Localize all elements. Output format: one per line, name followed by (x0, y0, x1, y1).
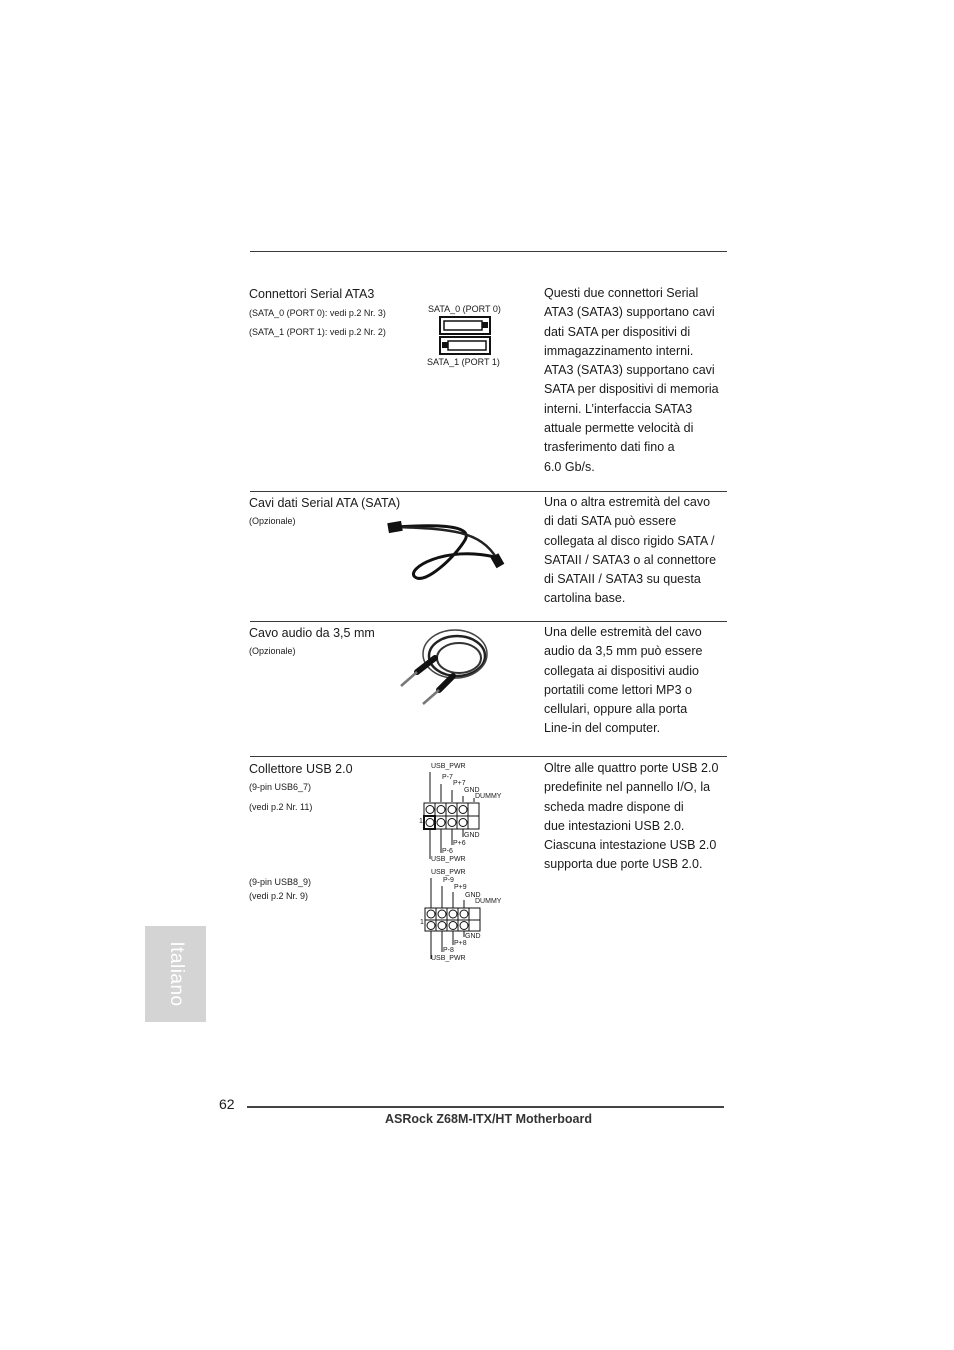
usb2-pminus-bottom: P-8 (443, 947, 454, 954)
usb-header-icon (418, 868, 508, 966)
language-side-tab (145, 926, 206, 1022)
audio-cable-description: Una delle estremità del cavo audio da 3,5 mm può essere collegata ai dispositivi audio portatili come lettori MP3 o cellulari, oppure alla porta Line-in del computer. (544, 625, 703, 736)
audio-cable-title: Cavo audio da 3,5 mm (249, 626, 375, 640)
section-rule (250, 756, 727, 757)
audio-cable-sub: (Opzionale) (249, 646, 296, 656)
usb-header-title: Collettore USB 2.0 (249, 762, 353, 776)
sata-cable-icon (385, 515, 515, 595)
sata3-title: Connettori Serial ATA3 (249, 287, 375, 301)
sata-cable-description: Una o altra estremità del cavo di dati SATA può essere collegata al disco rigido SATA / SATAII / SATA3 o al connettore di SATAII / SATA3 su questa cartolina base. (544, 495, 717, 606)
usb2-pplus-bottom: P+8 (454, 940, 467, 947)
sata3-sub1: (SATA_0 (PORT 0): vedi p.2 Nr. 3) (249, 308, 386, 318)
usb1-gnd-bottom: GND (464, 832, 480, 839)
usb-header-sub2: (vedi p.2 Nr. 11) (249, 802, 313, 812)
usb-header-sub1: (9-pin USB6_7) (249, 782, 312, 792)
section-rule (250, 621, 727, 622)
sata1-label: SATA_1 (PORT 1) (427, 357, 500, 367)
section-rule (250, 491, 727, 492)
usb2-pminus-top: P-9 (443, 877, 454, 884)
usb2-dummy: DUMMY (475, 898, 502, 905)
usb2-pplus-top: P+9 (454, 884, 467, 891)
usb1-dummy: DUMMY (475, 793, 502, 800)
footer-rule (247, 1106, 724, 1108)
sata-cable-sub: (Opzionale) (249, 516, 296, 526)
sata3-sub2: (SATA_1 (PORT 1): vedi p.2 Nr. 2) (249, 327, 386, 337)
usb1-pin1: 1 (419, 818, 423, 825)
audio-cable-icon (395, 628, 495, 708)
usb-header-icon (418, 762, 508, 866)
usb1-usbpwr-top: USB_PWR (431, 763, 466, 770)
sata0-label: SATA_0 (PORT 0) (428, 304, 501, 314)
usb-header-sub3: (9-pin USB8_9) (249, 877, 312, 887)
usb2-gnd-top: GND (465, 892, 481, 899)
sata3-description: Questi due connettori Serial ATA3 (SATA3) supportano cavi dati SATA per dispositivi di immagazzinamento interni. ATA3 (SATA3) supportano cavi SATA per dispositivi di memoria interni. L’interfaccia SATA3 attuale permette velocità di trasferimento dati fino a 6.0 Gb/s. (544, 286, 719, 474)
usb-header-sub4: (vedi p.2 Nr. 9) (249, 891, 309, 901)
top-rule (250, 251, 727, 252)
usb2-pin1: 1 (420, 919, 424, 926)
sata-connector-icon (425, 300, 515, 372)
usb2-usbpwr-bottom: USB_PWR (431, 955, 466, 962)
page-number: 62 (219, 1096, 235, 1112)
language-label: Italiano (165, 941, 187, 1007)
sata-cable-title: Cavi dati Serial ATA (SATA) (249, 496, 401, 510)
usb1-pminus-top: P-7 (442, 774, 453, 781)
usb2-usbpwr-top: USB_PWR (431, 869, 466, 876)
usb1-pplus-top: P+7 (453, 780, 466, 787)
footer-title: ASRock Z68M-ITX/HT Motherboard (385, 1112, 592, 1126)
usb1-pplus-bottom: P+6 (453, 840, 466, 847)
usb-header-description: Oltre alle quattro porte USB 2.0 predefinite nel pannello I/O, la scheda madre dispone di due intestazioni USB 2.0. Ciascuna intestazione USB 2.0 supporta due porte USB 2.0. (544, 761, 719, 872)
usb1-usbpwr-bottom: USB_PWR (431, 856, 466, 863)
usb2-gnd-bottom: GND (465, 933, 481, 940)
usb1-pminus-bottom: P-6 (442, 848, 453, 855)
usb1-gnd-top: GND (464, 787, 480, 794)
